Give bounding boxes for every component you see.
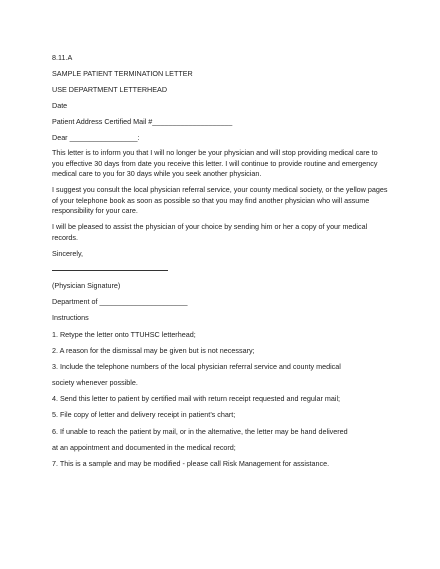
department-line: Department of ______________________	[52, 297, 188, 306]
paragraph-referral	[52, 185, 397, 217]
instruction-item: at an appointment and documented in the medical record;	[52, 443, 236, 452]
document-code: 8.11.A	[52, 53, 73, 62]
instruction-item: 7. This is a sample and may be modified - please call Risk Management for assistance.	[52, 459, 330, 468]
instruction-item: 1. Retype the letter onto TTUHSC letterhead;	[52, 330, 196, 339]
salutation-line: Dear _________________:	[52, 133, 140, 142]
paragraph-notice	[52, 148, 397, 180]
instruction-item: 5. File copy of letter and delivery receipt in patient’s chart;	[52, 410, 236, 419]
signature-label: (Physician Signature)	[52, 281, 121, 290]
document-title: SAMPLE PATIENT TERMINATION LETTER	[52, 69, 193, 78]
letterhead-note: USE DEPARTMENT LETTERHEAD	[52, 85, 168, 94]
paragraph-line: records.	[52, 232, 78, 242]
instruction-item: 3. Include the telephone numbers of the local physician referral service and county medical	[52, 362, 341, 371]
paragraph-records	[52, 222, 397, 243]
instruction-item: 6. If unable to reach the patient by mail, or in the alternative, the letter may be hand delivered	[52, 427, 348, 436]
instruction-item: 4. Send this letter to patient by certified mail with return receipt requested and regular mail;	[52, 394, 341, 403]
instructions-heading: Instructions	[52, 313, 89, 322]
closing-line: Sincerely,	[52, 249, 84, 258]
signature-rule	[52, 270, 168, 271]
paragraph-line: I will be pleased to assist the physician of your choice by sending him or her a copy of your medical	[52, 222, 368, 231]
paragraph-line: medical care to you for 30 days while you seek another physician.	[52, 169, 262, 178]
instruction-item: society whenever possible.	[52, 378, 138, 387]
paragraph-line: I suggest you consult the local physician referral service, your county medical society, or the yellow pages	[52, 185, 388, 194]
date-line: Date	[52, 101, 68, 110]
paragraph-line: responsibility for your care.	[52, 206, 138, 215]
paragraph-line: of your telephone book as soon as possible so that you may find another physician who will assume	[52, 195, 370, 205]
address-line: Patient Address Certified Mail #____________________	[52, 117, 233, 126]
instruction-item: 2. A reason for the dismissal may be given but is not necessary;	[52, 346, 255, 355]
paragraph-line: you effective 30 days from date you receive this letter. I will continue to provide routine and emergency	[52, 158, 378, 168]
paragraph-line: This letter is to inform you that I will no longer be your physician and will stop providing medical care to	[52, 148, 378, 157]
